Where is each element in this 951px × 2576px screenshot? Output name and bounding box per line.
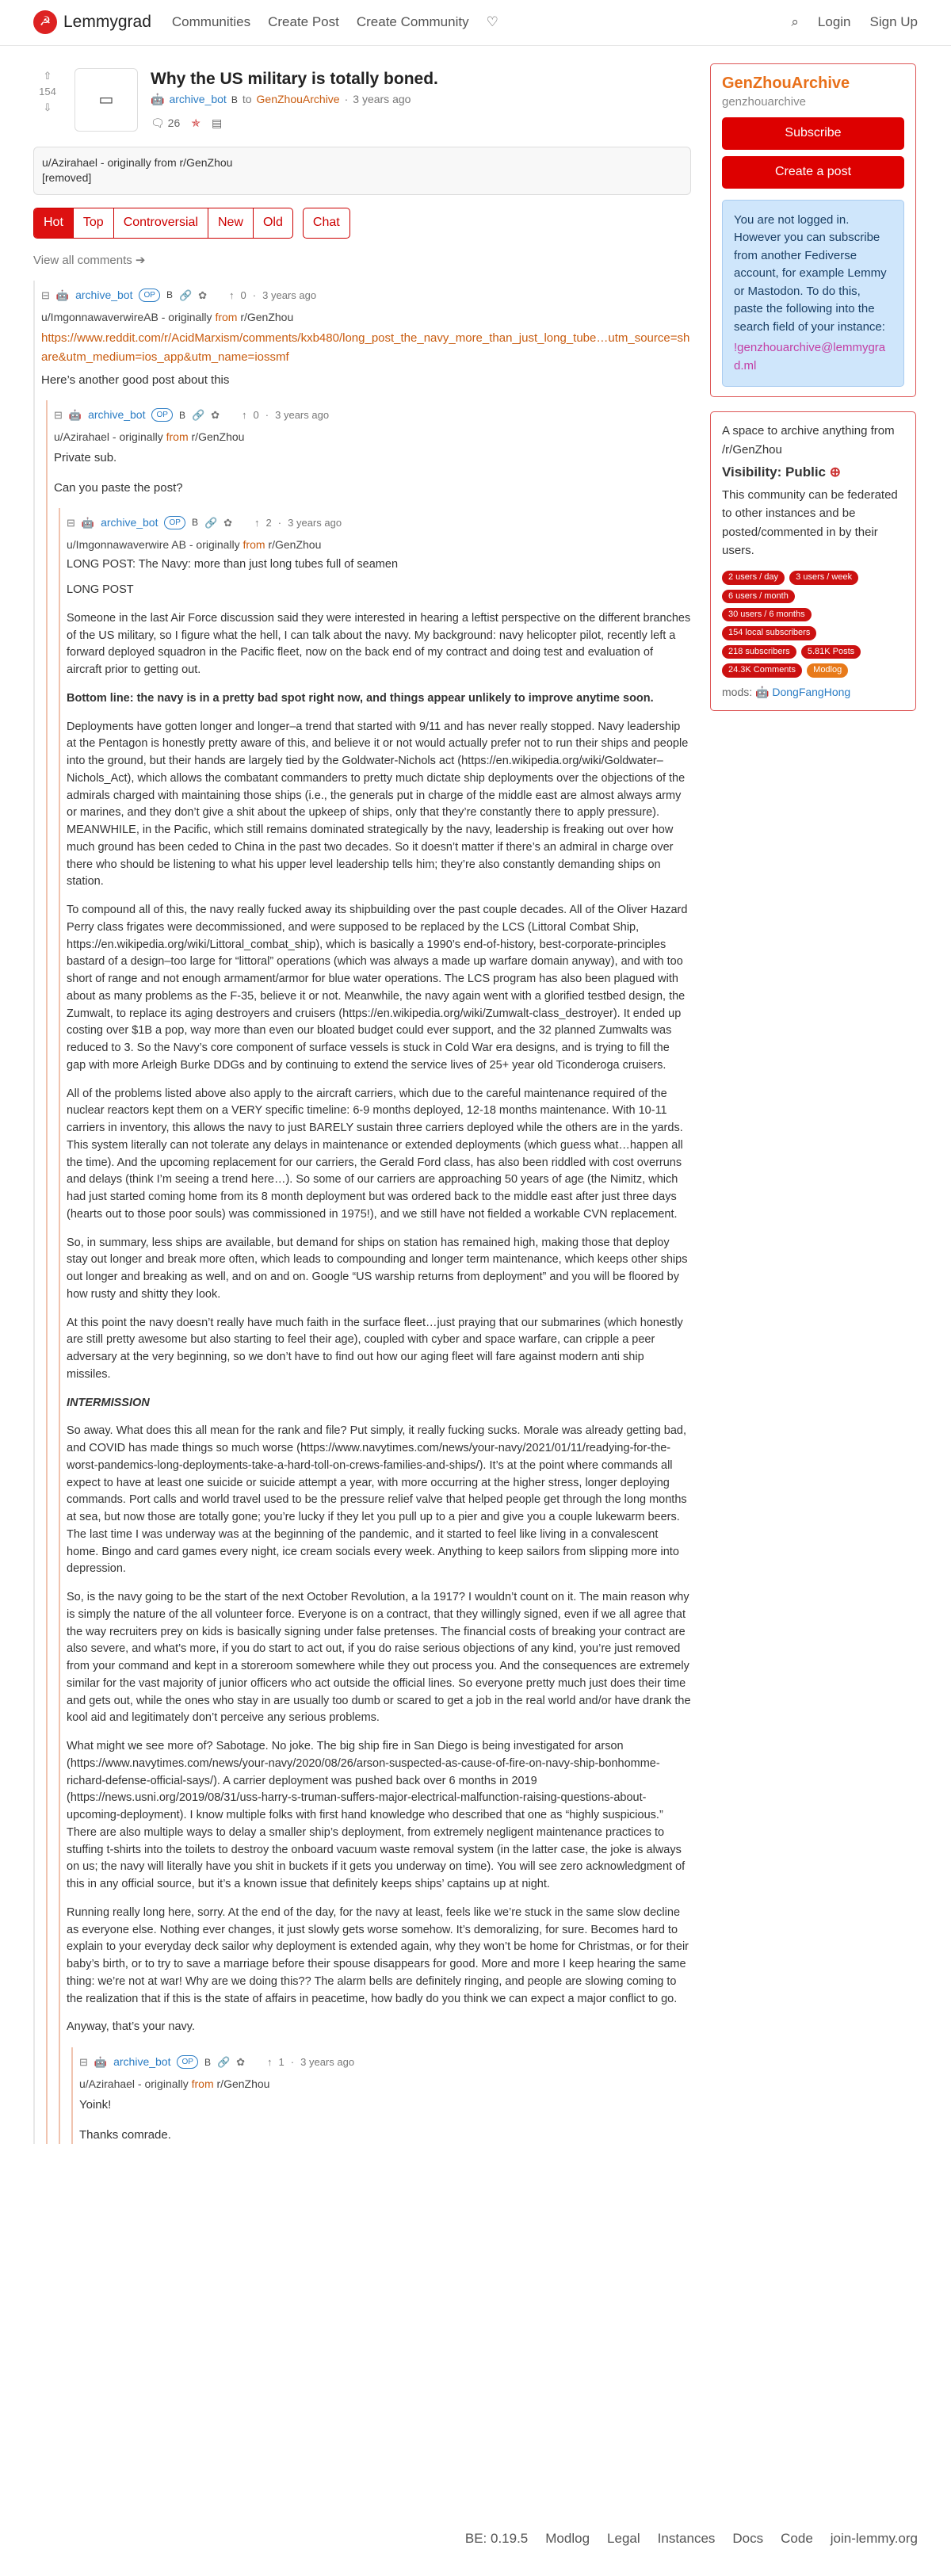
tab-top[interactable]: Top (74, 208, 114, 238)
collapse-icon[interactable]: ⊟ (54, 408, 63, 421)
login-info (722, 200, 904, 388)
brand-name: Lemmygrad (63, 13, 151, 32)
nav-create-community[interactable]: Create Community (356, 14, 469, 30)
comment-time: 3 years ago (262, 289, 317, 301)
orig-user: u/Azirahael - originally (79, 2077, 192, 2090)
bot-avatar-icon: 🤖 (151, 93, 165, 106)
comment-time: 3 years ago (275, 408, 330, 421)
comment-text: Can you paste the post? (54, 480, 183, 495)
community-icon: ✿ (198, 289, 208, 301)
collapse-icon[interactable]: ⊟ (67, 516, 75, 529)
community-card (710, 63, 916, 397)
signup-link[interactable]: Sign Up (869, 14, 918, 30)
downvote-icon[interactable]: ⇩ (43, 101, 52, 114)
tab-chat[interactable]: Chat (303, 208, 350, 239)
visibility-label: Visibility: (722, 464, 782, 480)
lemmygrad-logo-icon: ☭ (33, 10, 57, 34)
comment-score: 2 (265, 516, 272, 529)
paragraph: LONG POST (67, 583, 134, 597)
bot-badge: B (204, 2056, 211, 2068)
bottom-line: Bottom line: the navy is in a pretty bad spot right now, and things appear unlikely to improve anytime soon. (67, 691, 654, 705)
comment-text: Thanks comrade. (79, 2127, 171, 2142)
star-icon[interactable]: ✯ (191, 116, 201, 129)
instance-handle[interactable]: !genzhouarchive@lemmygrad.ml (734, 341, 886, 373)
footer-legal[interactable]: Legal (607, 2531, 640, 2546)
comment: ⊟ 🤖 archive_bot OP B 🔗 ✿ ↑ 2 · 3 years ago u/Imgonnawaverwire AB - originally from r/GenZhou LONG POST: The Navy: more than just long tubes full of seamen LONG POST Someone in the last Air Force discussion said they were interested in hearing a leftist perspective on the different branches of the US military, so I figure what the hell, I can talk about the navy. My background: navy helicopter pilot, recently left a forward deployed squadron in the Pacific fleet, now on the back end of my contract and doing test and evaluation of aircraft prior to getting out. Bottom line: the navy is in a pretty bad spot right now, and things appear unlikely to improve anytime soon. Deployments have gotten longer and longer–a trend that started with 9/11 and has never really stopped. Navy leadership at the Pentagon is honestly pretty aware of this, and believe it or not would actually prefer not to run their ships and people into the ground, but their hands are largely tied by the Goldwater-Nichols act (https://en.wikipedia.org/wiki/Goldwater–Nichols_Act), which allows the combatant commanders to pretty much dictate ship deployments over the objections of the admirals charged with maintaining those ships (i.e., the generals put in charge of the middle east are almost always army or marines, and they don’t give a shit about the upkeep of ships, only that they’re constantly there to apply pressure). MEANWHILE, in the Pacific, which still remains dominated strategically by the navy, leadership is freaking out over how much ground has been ceded to China in the past two decades. So it doesn’t matter if there’s an admiral in charge over there who should be listening to what his upper level leadership tells him; they’re also constantly demanding ships on station. To compound all of this, the navy really fucked away its shipbuilding over the past couple decades. All of the Oliver Hazard Perry class frigates were decommissioned, and were supposed to be replaced by the LCS (Littoral Combat Ship, https://en.wikipedia.org/wiki/Littoral_combat_ship), which is basically a 1990’s end-of-history, best-corporate-principles bastard of a design–too large for “littoral” operations (which was always a made up warfare domain anyway), and with too short of range and not enough armament/armor for blue water operations. The LCS program has also been plagued with about as many problems as the F-35, believe it or not. Meanwhile, the navy again went with a glorified testbed design, the Zumwalt, to replace its aging destroyers and cruisers (https://en.wikipedia.org/wiki/Zumwalt-class_destroyer). It ended up costing over $1B a pop, way more than even our bloated budget could ever support, and the 32 planned Zumwalts was reduced to 3. So the Navy’s core component of surface vessels is stuck in Cold War era designs, and is trying to fill the gap with more Arleigh Burke DDGs and by continuing to extend the service lives of 25+ year old Ticonderoga cruisers. All of the problems listed above also apply to the aircraft carriers, which due to the careful maintenance required of the nuclear reactors kept them on a VERY specific timeline: 6-9 months deployed, 12-18 months maintenance. With 10-11 carriers in inventory, this allows the navy to just BARELY sustain three carriers deployed while the others are in the yards. This system literally can not tolerate any delays in maintenance or extended deployments (which guess what…happen all the time). And the upcoming replacement for our carriers, the Gerald Ford class, has also been riddled with cost overruns and delays (think I’m seeing a trend here…). So some of our carriers are approaching 50 years of age (the Nimitz, which had just started coming home from its 8 month deployment but was ordered back to the middle east after just three days (hearts out to those poor souls) was commissioned in 1975!), and we still have not fielded a workable CVN replacement. So, in summary, less ships are available, but demand for ships on station has remained high, making those that deploy stay out longer and break more often, which leads to compounding and longer term maintenance, which keeps other ships out longer and breaking as well, and on and on. Google “US warship returns from deployment” and you will be floored by how rusty and shitty they look. At this point the navy doesn’t really have much faith in the surface fleet…just praying that our submarines (which honestly are still pretty awesome but also starting to feel their age), coupled with cyber and space warfare, can cripple a peer adversary at the very beginning, so we don’t have to find out how our aging fleet will fare against modern anti ship missiles. INTERMISSION So away. What does this all mean for the rank and file? Put simply, it really fucking sucks. Morale was already getting bad, and COVID has made things so much worse (https://www.navytimes.com/news/your-navy/2021/01/11/readying-for-the-worst-pandemics-long-deployments-take-a-hard-toll-on-crews-families-and-ships/). It’s at the point where commands all expect to have at least one suicide or suicide attempt a year, with more occurring at the higher stress, longer deploying commands. Port calls and world travel used to be the pressure relief valve that helped people get through the long months at sea, but now those are totally gone; you’re lucky if they let you pull up to a pier and give you a couple lukewarm beers. The last time I was underway was at the beginning of the pandemic, and it started to feel like living in a convalescent home. Bingo and card games every night, ice cream socials every week. Anything to keep sailors from slipping more into depression. So, is the navy going to be the start of the next October Revolution, a la 1917? I wouldn’t count on it. The main reason why is simply the nature of the all volunteer force. Everyone is on a contract, that they willingly signed, even if we all agree that the way recruiters prey on kids is basically signing under false pretenses. The financial costs of breaking your contract are also severe, and what’s more, if you do start to act out, if you do raise serious objections of any kind, you’re just removed from your command and kept in a storeroom somewhere while they out process you. And the consequences are extremely similar for the vast majority of junior officers who act outside the official lines. So everyone pretty much just does their time and gets out, while the ones who stay in are usually too dumb or scared to get a job in the real world and/or have drank the kool aid and legitimately don’t perceive any serious problems. What might we see more of? Sabotage. No joke. The big ship fire in San Diego is being investigated for arson (https://www.navytimes.com/news/your-navy/2020/08/26/arson-suspected-as-cause-of-fire-on-navy-ship-bonhomme-richard-defense-official-says/). A carrier deployment was pushed back over 6 months in 2019 (https://news.usni.org/2019/08/31/uss-harry-s-truman-suffers-major-electrical-malfunction-raising-questions-about-upcoming-deployment). I know multiple folks with first hand knowledge who described that one as “highly suspicious.” There are also multiple ways to delay a smaller ship’s deployment, from extremely negligent maintenance practices to stuffing t-shirts into the toilets to destroy the onboard vacuum waste removal system (in the latter case, the joke is always on us; the navy will literally have you shit in buckets if it gets you underway on time). You will see zero acknowledgment of this in any official source, but it’s a known issue that definitely keeps ships’ captains up at night. Running really long here, sorry. At the end of the day, for the navy at least, feels like we’re stuck in the same slow decline as everyone else. Nothing ever changes, it just slowly gets worse somehow. It’s demoralizing, for sure. Becomes hard to explain to your everyday deck sailor why deployment is extended again, why they won’t be home for Christmas, or for their baby’s birth, or to try to save a marriage before their spouse disappears for good. More and more I keep hearing the same thing: we’re not at war! Why are we doing this?? The alarm bells are definitely ringing, and people are slowing coming to the realization that if this is the state of affairs in peacetime, how badly do you think we can expect a major conflict to go. Anyway, that’s your navy. ⊟ 🤖 archive_bot OP B 🔗 ✿ ↑ 1 · 3 years ago u/Azirahael - originally from r/GenZhou Yoink! Thanks comrade. (59, 508, 691, 2144)
tab-controversial[interactable]: Controversial (114, 208, 208, 238)
nav-create-post[interactable]: Create Post (268, 14, 339, 30)
op-badge: OP (139, 289, 159, 302)
footer (465, 2528, 918, 2549)
create-post-button[interactable]: Create a post (722, 156, 904, 189)
bot-avatar-icon: 🤖 (81, 516, 95, 529)
comment: ⊟ 🤖 archive_bot OP B 🔗 ✿ ↑ 0 · 3 years ago u/ImgonnawaverwireAB - originally from r/GenZhou https://www.reddit.com/r/AcidMarxism/comments/kxb480/long_post_the_navy_more_than_just_long_tube…utm_source=share&utm_medium=ios_app&utm_name=iossmf Here’s another good post about this ⊟ 🤖 archive_bot OP B 🔗 ✿ ↑ 0 · 3 years ago u/Azirahael - originally from r/GenZhou Private sub. Can you paste the post? ⊟ 🤖 archive_bot OP B 🔗 ✿ ↑ 2 · 3 years ago u/Imgonnawaverwire AB - originally from r/GenZhou LONG POST: The Navy: more than just long tubes full of seamen LONG POST Someone in the last Air Force discussion said they were interested in hearing a leftist perspective on the different branches of the US military, so I figure what the hell, I can talk about the navy. My background: navy helicopter pilot, recently left a forward deployed squadron in the Pacific fleet, now on the back end of my contract and doing test and evaluation of aircraft prior to getting out. Bottom line: the navy is in a pretty bad spot right now, and things appear unlikely to improve anytime soon. Deployments have gotten longer and longer–a trend that started with 9/11 and has never really stopped. Navy leadership at the Pentagon is honestly pretty aware of this, and believe it or not would actually prefer not to run their ships and people into the ground, but their hands are largely tied by the Goldwater-Nichols act (https://en.wikipedia.org/wiki/Goldwater–Nichols_Act), which allows the combatant commanders to pretty much dictate ship deployments over the objections of the admirals charged with maintaining those ships (i.e., the generals put in charge of the middle east are almost always army or marines, and they don’t give a shit about the upkeep of ships, only that they’re constantly there to apply pressure). MEANWHILE, in the Pacific, which still remains dominated strategically by the navy, leadership is freaking out over how much ground has been ceded to China in the past two decades. So it doesn’t matter if there’s an admiral in charge over there who should be listening to what his upper level leadership tells him; they’re also constantly demanding ships on station. To compound all of this, the navy really fucked away its shipbuilding over the past couple decades. All of the Oliver Hazard Perry class frigates were decommissioned, and were supposed to be replaced by the LCS (Littoral Combat Ship, https://en.wikipedia.org/wiki/Littoral_combat_ship), which is basically a 1990’s end-of-history, best-corporate-principles bastard of a design–too large for “littoral” operations (which was always a made up warfare domain anyway), and with too short of range and not enough armament/armor for blue water operations. The LCS program has also been plagued with about as many problems as the F-35, believe it or not. Meanwhile, the navy again went with a glorified testbed design, the Zumwalt, to replace its aging destroyers and cruisers (https://en.wikipedia.org/wiki/Zumwalt-class_destroyer). It ended up costing over $1B a pop, way more than even our bloated budget could ever support, and the 32 planned Zumwalts was reduced to 3. So the Navy’s core component of surface vessels is stuck in Cold War era designs, and is trying to fill the gap with more Arleigh Burke DDGs and by continuing to extend the service lives of 25+ year old Ticonderoga cruisers. All of the problems listed above also apply to the aircraft carriers, which due to the careful maintenance required of the nuclear reactors kept them on a VERY specific timeline: 6-9 months deployed, 12-18 months maintenance. With 10-11 carriers in inventory, this allows the navy to just BARELY sustain three carriers deployed while the others are in the yards. This system literally can not tolerate any delays in maintenance or extended deployments (which guess what…happen all the time). And the upcoming replacement for our carriers, the Gerald Ford class, has also been riddled with cost overruns and delays (think I’m seeing a trend here…). So some of our carriers are approaching 50 years of age (the Nimitz, which had just started coming home from its 8 month deployment but was ordered back to the middle east after just three days (hearts out to those poor souls) was commissioned in 1975!), and we still have not fielded a workable CVN replacement. So, in summary, less ships are available, but demand for ships on station has remained high, making those that deploy stay out longer and break more often, which leads to compounding and longer term maintenance, which keeps other ships out longer and breaking as well, and on and on. Google “US warship returns from deployment” and you will be floored by how rusty and shitty they look. At this point the navy doesn’t really have much faith in the surface fleet…just praying that our submarines (which honestly are still pretty awesome but also starting to feel their age), coupled with cyber and space warfare, can cripple a peer adversary at the very beginning, so we don’t have to find out how our aging fleet will fare against modern anti ship missiles. INTERMISSION So away. What does this all mean for the rank and file? Put simply, it really fucking sucks. Morale was already getting bad, and COVID has made things so much worse (https://www.navytimes.com/news/your-navy/2021/01/11/readying-for-the-worst-pandemics-long-deployments-take-a-hard-toll-on-crews-families-and-ships/). It’s at the point where commands all expect to have at least one suicide or suicide attempt a year, with more occurring at the higher stress, longer deploying commands. Port calls and world travel used to be the pressure relief valve that helped people get through the long months at sea, but now those are totally gone; you’re lucky if they let you pull up to a pier and give you a couple lukewarm beers. The last time I was underway was at the beginning of the pandemic, and it started to feel like living in a convalescent home. Bingo and card games every night, ice cream socials every week. Anything to keep sailors from slipping more into depression. So, is the navy going to be the start of the next October Revolution, a la 1917? I wouldn’t count on it. The main reason why is simply the nature of the all volunteer force. Everyone is on a contract, that they willingly signed, even if we all agree that the way recruiters prey on kids is basically signing under false pretenses. The financial costs of breaking your contract are also severe, and what’s more, if you do start to act out, if you do raise serious objections of any kind, you’re just removed from your command and kept in a storeroom somewhere while they out process you. And the consequences are extremely similar for the vast majority of junior officers who act outside the official lines. So everyone pretty much just does their time and gets out, while the ones who stay in are usually too dumb or scared to get a job in the real world and/or have drank the kool aid and legitimately don’t perceive any serious problems. What might we see more of? Sabotage. No joke. The big ship fire in San Diego is being investigated for arson (https://www.navytimes.com/news/your-navy/2020/08/26/arson-suspected-as-cause-of-fire-on-navy-ship-bonhomme-richard-defense-official-says/). A carrier deployment was pushed back over 6 months in 2019 (https://news.usni.org/2019/08/31/uss-harry-s-truman-suffers-major-electrical-malfunction-raising-questions-about-upcoming-deployment). I know multiple folks with first hand knowledge who described that one as “highly suspicious.” There are also multiple ways to delay a smaller ship’s deployment, from extremely negligent maintenance practices to stuffing t-shirts into the toilets to destroy the onboard vacuum waste removal system (in the latter case, the joke is always on us; the navy will literally have you shit in buckets if it gets you underway on time). You will see zero acknowledgment of this in any official source, but it’s a known issue that definitely keeps ships’ captains up at night. Running really long here, sorry. At the end of the day, for the navy at least, feels like we’re stuck in the same slow decline as everyone else. Nothing ever changes, it just slowly gets worse somehow. It’s demoralizing, for sure. Becomes hard to explain to your everyday deck sailor why deployment is extended again, why they won’t be home for Christmas, or for their baby’s birth, or to try to save a marriage before their spouse disappears for good. More and more I keep hearing the same thing: we’re not at war! Why are we doing this?? The alarm bells are definitely ringing, and people are slowing coming to the realization that if this is the state of affairs in peacetime, how badly do you think we can expect a major conflict to go. Anyway, that’s your navy. ⊟ 🤖 archive_bot OP B 🔗 ✿ ↑ 1 · 3 years ago u/Azirahael - originally from r/GenZhou Yoink! Thanks comrade. (33, 281, 691, 2144)
community-name[interactable]: GenZhouArchive (722, 75, 850, 92)
score-icon[interactable]: ↑ (254, 516, 260, 529)
link-icon[interactable]: 🔗 (216, 2055, 231, 2068)
stat-badge: 154 local subscribers (722, 626, 816, 640)
paragraph: To compound all of this, the navy really fucked away its shipbuilding over the past couple decades. All of the Oliver Hazard Perry class frigates were decommissioned, and were supposed to be replaced by the LCS (Littoral Combat Ship, https://en.wikipedia.org/wiki/Littoral_combat_ship), which is basically a 1990’s end-of-history, best-corporate-principles bastard of a design–too large for “littoral” operations (which was always a made up warfare domain anyway), and with too short of range and not enough armament/armor for blue water operations. The LCS program has also been plagued with about as many problems as the F-35, believe it or not. Meanwhile, the navy again went with a glorified testbed design, the Zumwalt, to replace its aging destroyers and cruisers (https://en.wikipedia.org/wiki/Zumwalt-class_destroyer). It ended up costing over $1B a pop, way more than even our bloated budget could ever support, and the 32 planned Zumwalts was reduced to 3. So the Navy’s core component of surface vessels is stuck in Cold War era designs, and is trying to fill the gap with more Arleigh Burke DDGs and by continuing to extend the service lives of 25+ year old Ticonderoga cruisers. (67, 904, 688, 1072)
search-icon[interactable]: ⌕ (791, 14, 799, 30)
score-icon[interactable]: ↑ (267, 2055, 273, 2068)
community-description: A space to archive anything from /r/GenZhou (722, 424, 895, 457)
orig-sub: r/GenZhou (237, 310, 294, 323)
paragraph: Running really long here, sorry. At the end of the day, for the navy at least, feels like we’re stuck in the same slow decline as everyone else. Nothing ever changes, it just slowly gets worse somehow. It’s demoralizing, for sure. Becomes hard to explain to your everyday deck sailor why deployment is extended again, why they won’t be home for Christmas, or for their baby’s birth, or to try to save a marriage before their spouse disappears for good. More and more I keep hearing the same thing: we’re not at war! Why are we doing this?? The alarm bells are definitely ringing, and people are slowing coming to the realization that if this is the state of affairs in peacetime, how badly do you think we can expect a major conflict to go. (67, 1905, 689, 2005)
comment-text: Yoink! (79, 2098, 112, 2112)
subscribe-button[interactable]: Subscribe (722, 117, 904, 150)
op-badge: OP (164, 516, 185, 529)
stat-badge: 5.81K Posts (801, 645, 861, 659)
stats (722, 568, 904, 678)
stat-badge: 30 users / 6 months (722, 608, 812, 621)
comment-score: 1 (278, 2055, 285, 2068)
comment-origin (79, 2076, 691, 2093)
info-text: You are not logged in. However you can subscribe from another Fediverse account, for example Lemmy or Mastodon. To do this, paste the following into the search field of your instance: (734, 212, 887, 334)
intermission: INTERMISSION (67, 1396, 150, 1409)
mod-link[interactable]: DongFangHong (772, 685, 851, 698)
top-navbar (0, 0, 951, 46)
paragraph: So away. What does this all mean for the rank and file? Put simply, it really fucking sucks. Morale was already getting bad, and COVID has made things so much worse (https://www.navytimes.com/news/your-navy/2021/01/11/readying-for-the-worst-pandemics-long-deployments-take-a-hard-toll-on-crews-families-and-ships/). It’s at the point where commands all expect to have at least one suicide or suicide attempt a year, with more occurring at the higher stress, longer deploying commands. Port calls and world travel used to be the pressure relief valve that helped people get through the long months at sea, but now those are totally gone; you’re lucky if they let you pull up to a pier and give you a couple lukewarm beers. The last time I was underway was at the beginning of the pandemic, and it started to feel like living in a convalescent home. Bingo and card games every night, ice cream socials every week. Anything to keep sailors from slipping more into depression. (67, 1424, 687, 1576)
post-community[interactable]: GenZhouArchive (256, 93, 340, 106)
tab-new[interactable]: New (208, 208, 254, 238)
post-title[interactable]: Why the US military is totally boned. (151, 70, 438, 88)
comment-origin (67, 537, 691, 554)
post-header: ⇧ 154 ⇩ ▭ Why the US military is totally boned. 🤖 archive_bot B to GenZhouArchive · 3 years ago 🗨 26 ✯ ▤ (33, 63, 691, 132)
bot-avatar-icon: 🤖 (68, 408, 82, 421)
community-handle: genzhouarchive (722, 95, 806, 109)
orig-user: u/Imgonnawaverwire AB - originally (67, 537, 243, 551)
op-badge: OP (151, 408, 172, 422)
post-time: 3 years ago (353, 93, 411, 106)
comments-count[interactable] (151, 115, 180, 132)
text-post-icon: ▭ (98, 90, 114, 109)
comment-author[interactable]: archive_bot (88, 408, 146, 422)
comment-text: Here’s another good post about this (41, 373, 230, 387)
bot-badge: B (178, 409, 185, 421)
post-vote (33, 68, 62, 132)
paragraph: Anyway, that’s your navy. (67, 2020, 195, 2034)
collapse-icon[interactable]: ⊟ (79, 2055, 88, 2068)
paragraph: What might we see more of? Sabotage. No joke. The big ship fire in San Diego is being investigated for arson (https://www.navytimes.com/news/your-navy/2020/08/26/arson-suspected-as-cause-of-fire-on-navy-ship-bonhomme-richard-defense-official-says/). A carrier deployment was pushed back over 6 months in 2019 (https://news.usni.org/2019/08/31/uss-harry-s-truman-suffers-major-electrical-malfunction-raising-questions-about-upcoming-deployment). I know multiple folks with first hand knowledge who described that one as “highly suspicious.” There are also multiple ways to delay a smaller ship’s deployment, from extremely negligent maintenance practices to stuffing t-shirts into the toilets to destroy the onboard vacuum waste removal system (in the latter case, the joke is always on us; the navy will literally have you shit in buckets if it gets you underway on time). You will see zero acknowledgment of this in any official source, but it’s a known issue that definitely keeps ships’ captains up at night. (67, 1740, 686, 1891)
comment: ⊟ 🤖 archive_bot OP B 🔗 ✿ ↑ 1 · 3 years ago u/Azirahael - originally from r/GenZhou Yoink! Thanks comrade. (71, 2047, 691, 2144)
comments-number: 26 (167, 116, 181, 129)
community-icon: ✿ (211, 408, 220, 421)
heart-icon[interactable]: ♡ (486, 14, 498, 30)
stat-badge: 2 users / day (722, 571, 785, 584)
about-card (710, 411, 916, 711)
brand[interactable] (33, 10, 151, 36)
main-column (33, 63, 691, 2155)
orig-sub: r/GenZhou (188, 430, 245, 443)
modlog-badge[interactable]: Modlog (807, 663, 848, 677)
comment: ⊟ 🤖 archive_bot OP B 🔗 ✿ ↑ 0 · 3 years ago u/Azirahael - originally from r/GenZhou Private sub. Can you paste the post? ⊟ 🤖 archive_bot OP B 🔗 ✿ ↑ 2 · 3 years ago u/Imgonnawaverwire AB - originally from r/GenZhou LONG POST: The Navy: more than just long tubes full of seamen LONG POST Someone in the last Air Force discussion said they were interested in hearing a leftist perspective on the different branches of the US military, so I figure what the hell, I can talk about the navy. My background: navy helicopter pilot, recently left a forward deployed squadron in the Pacific fleet, now on the back end of my contract and doing test and evaluation of aircraft prior to getting out. Bottom line: the navy is in a pretty bad spot right now, and things appear unlikely to improve anytime soon. Deployments have gotten longer and longer–a trend that started with 9/11 and has never really stopped. Navy leadership at the Pentagon is honestly pretty aware of this, and believe it or not would actually prefer not to run their ships and people into the ground, but their hands are largely tied by the Goldwater-Nichols act (https://en.wikipedia.org/wiki/Goldwater–Nichols_Act), which allows the combatant commanders to pretty much dictate ship deployments over the objections of the admirals charged with maintaining those ships (i.e., the generals put in charge of the middle east are almost always army or marines, and they don’t give a shit about the upkeep of ships, only that they’re constantly there to apply pressure). MEANWHILE, in the Pacific, which still remains dominated strategically by the navy, leadership is freaking out over how much ground has been ceded to China in the past two decades. So it doesn’t matter if there’s an admiral in charge over there who should be listening to what his upper level leadership tells him; they’re also constantly demanding ships on station. To compound all of this, the navy really fucked away its shipbuilding over the past couple decades. All of the Oliver Hazard Perry class frigates were decommissioned, and were supposed to be replaced by the LCS (Littoral Combat Ship, https://en.wikipedia.org/wiki/Littoral_combat_ship), which is basically a 1990’s end-of-history, best-corporate-principles bastard of a design–too large for “littoral” operations (which was always a made up warfare domain anyway), and with too short of range and not enough armament/armor for blue water operations. The LCS program has also been plagued with about as many problems as the F-35, believe it or not. Meanwhile, the navy again went with a glorified testbed design, the Zumwalt, to replace its aging destroyers and cruisers (https://en.wikipedia.org/wiki/Zumwalt-class_destroyer). It ended up costing over $1B a pop, way more than even our bloated budget could ever support, and the 32 planned Zumwalts was reduced to 3. So the Navy’s core component of surface vessels is stuck in Cold War era designs, and is trying to fill the gap with more Arleigh Burke DDGs and by continuing to extend the service lives of 25+ year old Ticonderoga cruisers. All of the problems listed above also apply to the aircraft carriers, which due to the careful maintenance required of the nuclear reactors kept them on a VERY specific timeline: 6-9 months deployed, 12-18 months maintenance. With 10-11 carriers in inventory, this allows the navy to just BARELY sustain three carriers deployed while the others are in the yards. This system literally can not tolerate any delays in maintenance or extended deployments (which guess what…happen all the time). And the upcoming replacement for our carriers, the Gerald Ford class, has also been riddled with cost overruns and delays (think I’m seeing a trend here…). So some of our carriers are approaching 50 years of age (the Nimitz, which had just started coming home from its 8 month deployment but was ordered back to the middle east after just three days (hearts out to those poor souls) was commissioned in 1975!), and we still have not fielded a workable CVN replacement. So, in summary, less ships are available, but demand for ships on station has remained high, making those that deploy stay out longer and break more often, which leads to compounding and longer term maintenance, which keeps other ships out longer and breaking as well, and on and on. Google “US warship returns from deployment” and you will be floored by how rusty and shitty they look. At this point the navy doesn’t really have much faith in the surface fleet…just praying that our submarines (which honestly are still pretty awesome but also starting to feel their age), coupled with cyber and space warfare, can cripple a peer adversary at the very beginning, so we don’t have to find out how our aging fleet will fare against modern anti ship missiles. INTERMISSION So away. What does this all mean for the rank and file? Put simply, it really fucking sucks. Morale was already getting bad, and COVID has made things so much worse (https://www.navytimes.com/news/your-navy/2021/01/11/readying-for-the-worst-pandemics-long-deployments-take-a-hard-toll-on-crews-families-and-ships/). It’s at the point where commands all expect to have at least one suicide or suicide attempt a year, with more occurring at the higher stress, longer deploying commands. Port calls and world travel used to be the pressure relief valve that helped people get through the long months at sea, but now those are totally gone; you’re lucky if they let you pull up to a pier and give you a couple lukewarm beers. The last time I was underway was at the beginning of the pandemic, and it started to feel like living in a convalescent home. Bingo and card games every night, ice cream socials every week. Anything to keep sailors from slipping more into depression. So, is the navy going to be the start of the next October Revolution, a la 1917? I wouldn’t count on it. The main reason why is simply the nature of the all volunteer force. Everyone is on a contract, that they willingly signed, even if we all agree that the way recruiters prey on kids is basically signing under false pretenses. The financial costs of breaking your contract are also severe, and what’s more, if you do start to act out, if you do raise serious objections of any kind, you’re just removed from your command and kept in a storeroom somewhere while they out process you. And the consequences are extremely similar for the vast majority of junior officers who act outside the official lines. So everyone pretty much just does their time and gets out, while the ones who stay in are usually too dumb or scared to get a job in the real world and/or have drank the kool aid and legitimately don’t perceive any serious problems. What might we see more of? Sabotage. No joke. The big ship fire in San Diego is being investigated for arson (https://www.navytimes.com/news/your-navy/2020/08/26/arson-suspected-as-cause-of-fire-on-navy-ship-bonhomme-richard-defense-official-says/). A carrier deployment was pushed back over 6 months in 2019 (https://news.usni.org/2019/08/31/uss-harry-s-truman-suffers-major-electrical-malfunction-raising-questions-about-upcoming-deployment). I know multiple folks with first hand knowledge who described that one as “highly suspicious.” There are also multiple ways to delay a smaller ship’s deployment, from extremely negligent maintenance practices to stuffing t-shirts into the toilets to destroy the onboard vacuum waste removal system (in the latter case, the joke is always on us; the navy will literally have you shit in buckets if it gets you underway on time). You will see zero acknowledgment of this in any official source, but it’s a known issue that definitely keeps ships’ captains up at night. Running really long here, sorry. At the end of the day, for the navy at least, feels like we’re stuck in the same slow decline as everyone else. Nothing ever changes, it just slowly gets worse somehow. It’s demoralizing, for sure. Becomes hard to explain to your everyday deck sailor why deployment is extended again, why they won’t be home for Christmas, or for their baby’s birth, or to try to save a marriage before their spouse disappears for good. More and more I keep hearing the same thing: we’re not at war! Why are we doing this?? The alarm bells are definitely ringing, and people are slowing coming to the realization that if this is the state of affairs in peacetime, how badly do you think we can expect a major conflict to go. Anyway, that’s your navy. ⊟ 🤖 archive_bot OP B 🔗 ✿ ↑ 1 · 3 years ago u/Azirahael - originally from r/GenZhou Yoink! Thanks comrade. (46, 400, 691, 2144)
community-icon: ✿ (223, 516, 233, 529)
document-icon[interactable]: ▤ (211, 116, 223, 129)
comment-score: 0 (253, 408, 259, 421)
nav-communities[interactable]: Communities (171, 14, 251, 30)
link-icon[interactable]: 🔗 (191, 408, 205, 421)
orig-sub: r/GenZhou (265, 537, 322, 551)
reddit-link[interactable]: https://www.reddit.com/r/AcidMarxism/comments/kxb480/long_post_the_navy_more_than_just_long_tube…utm_source=share&utm_medium=ios_app&utm_name=iossmf (41, 331, 690, 364)
visibility (722, 462, 904, 483)
orig-user: u/Azirahael - originally (54, 430, 166, 443)
upvote-icon[interactable]: ⇧ (43, 70, 52, 82)
op-badge: OP (177, 2055, 197, 2069)
post-score: 154 (39, 86, 56, 98)
stat-badge: 3 users / week (789, 571, 858, 584)
stat-badge: 218 subscribers (722, 645, 796, 659)
mods (722, 684, 904, 701)
long-post-title: LONG POST: The Navy: more than just long tubes full of seamen (67, 558, 399, 571)
bot-badge: B (191, 517, 198, 529)
tab-hot[interactable]: Hot (34, 208, 74, 238)
sidebar (710, 63, 916, 2155)
link-icon[interactable]: 🔗 (178, 289, 193, 301)
footer-modlog[interactable]: Modlog (545, 2531, 590, 2546)
score-icon[interactable]: ↑ (229, 289, 235, 301)
bot-badge: B (231, 94, 238, 105)
comment-score: 0 (240, 289, 246, 301)
orig-sub: r/GenZhou (213, 2077, 270, 2090)
paragraph: At this point the navy doesn’t really have much faith in the surface fleet…just praying that our submarines (which honestly are still pretty awesome but also starting to feel their age), coupled with cyber and space warfare, can cripple a peer adversary at the very beginning, so we don’t have to find out how our aging fleet will fare against modern anti ship missiles. (67, 1316, 683, 1381)
paragraph: Deployments have gotten longer and longer–a trend that started with 9/11 and has never really stopped. Navy leadership at the Pentagon is honestly pretty aware of this, and believe it or not would actually prefer not to run their ships and people into the ground, but their hands are largely tied by the Goldwater-Nichols act (https://en.wikipedia.org/wiki/Goldwater–Nichols_Act), which allows the combatant commanders to pretty much dictate ship deployments over the objections of the admirals charged with maintaining those ships (i.e., the generals put in charge of the middle east are almost always army or marines, and they don’t give a shit about the upkeep of ships, only that they’re constantly there to apply pressure). MEANWHILE, in the Pacific, which still remains dominated strategically by the navy, leadership is freaking out over how much ground has been ceded to China in the past two decades. So it doesn’t matter if there’s an admiral in charge over there who should be listening to what his upper level leadership tells him; they’re also constantly demanding ships on station. (67, 720, 689, 889)
orig-from: from (243, 537, 265, 551)
removed-origin: u/Azirahael - originally from r/GenZhou (42, 155, 233, 169)
comment-author[interactable]: archive_bot (101, 515, 158, 529)
comment-text: Private sub. (54, 451, 117, 465)
bot-badge: B (166, 289, 173, 301)
orig-user: u/ImgonnawaverwireAB - originally (41, 310, 216, 323)
mods-label: mods: (722, 685, 753, 698)
tab-old[interactable]: Old (262, 215, 283, 229)
globe-icon: ⊕ (829, 464, 841, 480)
orig-from: from (166, 430, 189, 443)
comment-origin (54, 429, 691, 446)
orig-from: from (215, 310, 238, 323)
to-label: to (242, 93, 252, 106)
comment-author[interactable]: archive_bot (75, 288, 133, 301)
link-icon[interactable]: 🔗 (204, 516, 218, 529)
mod-avatar-icon: 🤖 (755, 685, 770, 698)
stat-badge: 24.3K Comments (722, 663, 802, 677)
score-icon[interactable]: ↑ (242, 408, 247, 421)
paragraph: All of the problems listed above also apply to the aircraft carriers, which due to the careful maintenance required of the nuclear reactors kept them on a VERY specific timeline: 6-9 months deployed, 12-18 months maintenance. With 10-11 carriers in inventory, this allows the navy to just BARELY sustain three carriers deployed while the others are in the yards. This system literally can not tolerate any delays in maintenance or extended deployments (which guess what…happen all the time). And the upcoming replacement for our carriers, the Gerald Ford class, has also been riddled with cost overruns and delays (think I’m seeing a trend here…). So some of our carriers are approaching 50 years of age (the Nimitz, which had just started coming home from its 8 month deployment but was ordered back to the middle east after just three days (hearts out to those poor souls) was commissioned in 1975!), and we still have not fielded a workable CVN replacement. (67, 1087, 683, 1221)
collapse-icon[interactable]: ⊟ (41, 289, 50, 301)
footer-code[interactable]: Code (781, 2531, 813, 2546)
visibility-value: Public (785, 464, 827, 480)
orig-from: from (191, 2077, 214, 2090)
footer-instances[interactable]: Instances (657, 2531, 716, 2546)
comment-origin (41, 309, 691, 327)
stat-badge: 6 users / month (722, 590, 795, 603)
bot-avatar-icon: 🤖 (94, 2055, 108, 2068)
paragraph: So, is the navy going to be the start of the next October Revolution, a la 1917? I wouldn’t count on it. The main reason why is simply the nature of the all volunteer force. Everyone is on a contract, that they willingly signed, even if we all agree that the way recruiters prey on kids is basically signing under false pretenses. The financial costs of breaking your contract are also severe, and what’s more, if you do start to act out, if you do raise serious objections of any kind, you’re just removed from your command and kept in a storeroom somewhere while they out process you. And the consequences are extremely similar for the vast majority of junior officers who act outside the official lines. So everyone pretty much just does their time and gets out, while the ones who stay in are usually too dumb or scared to get a job in the real world and/or have drank the kool aid and legitimately don’t perceive any serious problems. (67, 1591, 691, 1725)
paragraph: So, in summary, less ships are available, but demand for ships on station has remained high, making those that deploy stay out longer and break more often, which leads to compounding and longer term maintenance, which keeps other ships out longer and breaking as well, and on and on. Google “US warship returns from deployment” and you will be floored by how rusty and shitty they look. (67, 1236, 688, 1301)
view-all-comments[interactable]: View all comments ➔ (33, 253, 146, 267)
comment-author[interactable]: archive_bot (113, 2055, 171, 2069)
comment-time: 3 years ago (288, 516, 342, 529)
federation-text: This community can be federated to other instances and be posted/commented in by their users. (722, 488, 898, 557)
sort-tabs (33, 208, 691, 239)
footer-join[interactable]: join-lemmy.org (830, 2531, 918, 2546)
community-icon: ✿ (236, 2055, 246, 2068)
comment-icon: 🗨 (151, 116, 165, 129)
removed-body (33, 147, 691, 195)
footer-version: BE: 0.19.5 (464, 2531, 529, 2546)
bot-avatar-icon: 🤖 (55, 289, 70, 301)
login-link[interactable]: Login (817, 14, 851, 30)
removed-text: [removed] (42, 171, 92, 185)
comment-time: 3 years ago (300, 2055, 355, 2068)
post-thumbnail[interactable] (74, 68, 138, 132)
footer-docs[interactable]: Docs (732, 2531, 764, 2546)
post-author[interactable]: archive_bot (169, 93, 227, 106)
paragraph: Someone in the last Air Force discussion said they were interested in hearing a leftist perspective on the different branches of the US military, so I figure what the hell, I can talk about the navy. My background: navy helicopter pilot, recently left a forward deployed squadron in the Pacific fleet, now on the back end of my contract and doing test and evaluation of aircraft prior to getting out. (67, 611, 691, 677)
